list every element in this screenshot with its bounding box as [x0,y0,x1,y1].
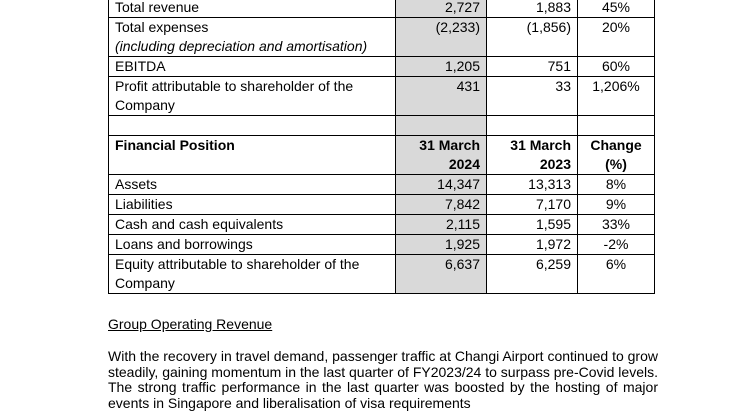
table-row [109,235,655,255]
table-row [109,77,655,116]
table-row [109,195,655,215]
value-fy2023: 33 [487,77,578,116]
value-fy2024: 431 [396,77,487,116]
table-row [109,175,655,195]
value-change: 45% [578,0,655,18]
table-row [109,57,655,77]
value-fy2023: 6,259 [487,255,578,294]
value-fy2023: 1,595 [487,215,578,235]
value-fy2024: 1,205 [396,57,487,77]
spacer-cell [487,116,578,136]
value-change: 1,206% [578,77,655,116]
column-header-2023: 31 March 2023 [487,136,578,175]
financial-table [108,0,655,294]
value-change: -2% [578,235,655,255]
row-label: Cash and cash equivalents [109,215,396,235]
column-header-2024: 31 March 2024 [396,136,487,175]
table-row [109,215,655,235]
value-change: 33% [578,215,655,235]
spacer-cell [396,116,487,136]
value-fy2024: 1,925 [396,235,487,255]
spacer-row [109,116,655,136]
body-paragraph: With the recovery in travel demand, passenger traffic at Changi Airport continued to grow steadily, gaining momentum in the last quarter of FY2023/24 to surpass pre-Covid levels. The strong traffic performance in the last quarter was boosted by the hosting of major events in Singapore and liberalisation of visa requirements [108,348,658,411]
table-row [109,18,655,57]
value-fy2024: 7,842 [396,195,487,215]
column-header-change: Change (%) [578,136,655,175]
spacer-cell [578,116,655,136]
value-fy2024: 2,115 [396,215,487,235]
financial-position-heading: Financial Position [109,136,396,175]
table-row [109,255,655,294]
value-change: 6% [578,255,655,294]
value-fy2024: (2,233) [396,18,487,57]
value-change: 60% [578,57,655,77]
value-fy2023: (1,856) [487,18,578,57]
value-fy2023: 7,170 [487,195,578,215]
row-label: Total revenue [109,0,396,18]
row-label: Profit attributable to shareholder of the Company [109,77,396,116]
row-label: Assets [109,175,396,195]
row-label: Equity attributable to shareholder of the Company [109,255,396,294]
value-fy2024: 2,727 [396,0,487,18]
row-label: Loans and borrowings [109,235,396,255]
value-fy2023: 1,883 [487,0,578,18]
value-fy2023: 13,313 [487,175,578,195]
row-label-note: (including depreciation and amortisation) [115,38,368,54]
row-label: Liabilities [109,195,396,215]
row-label: EBITDA [109,57,396,77]
value-fy2023: 1,972 [487,235,578,255]
spacer-cell [109,116,396,136]
value-fy2024: 6,637 [396,255,487,294]
table-row [109,0,655,18]
table-header-row [109,136,655,175]
row-label-main: Total expenses [115,19,209,35]
value-fy2024: 14,347 [396,175,487,195]
section-heading: Group Operating Revenue [108,316,273,332]
row-label [109,18,396,57]
value-change: 9% [578,195,655,215]
value-change: 20% [578,18,655,57]
value-fy2023: 751 [487,57,578,77]
value-change: 8% [578,175,655,195]
